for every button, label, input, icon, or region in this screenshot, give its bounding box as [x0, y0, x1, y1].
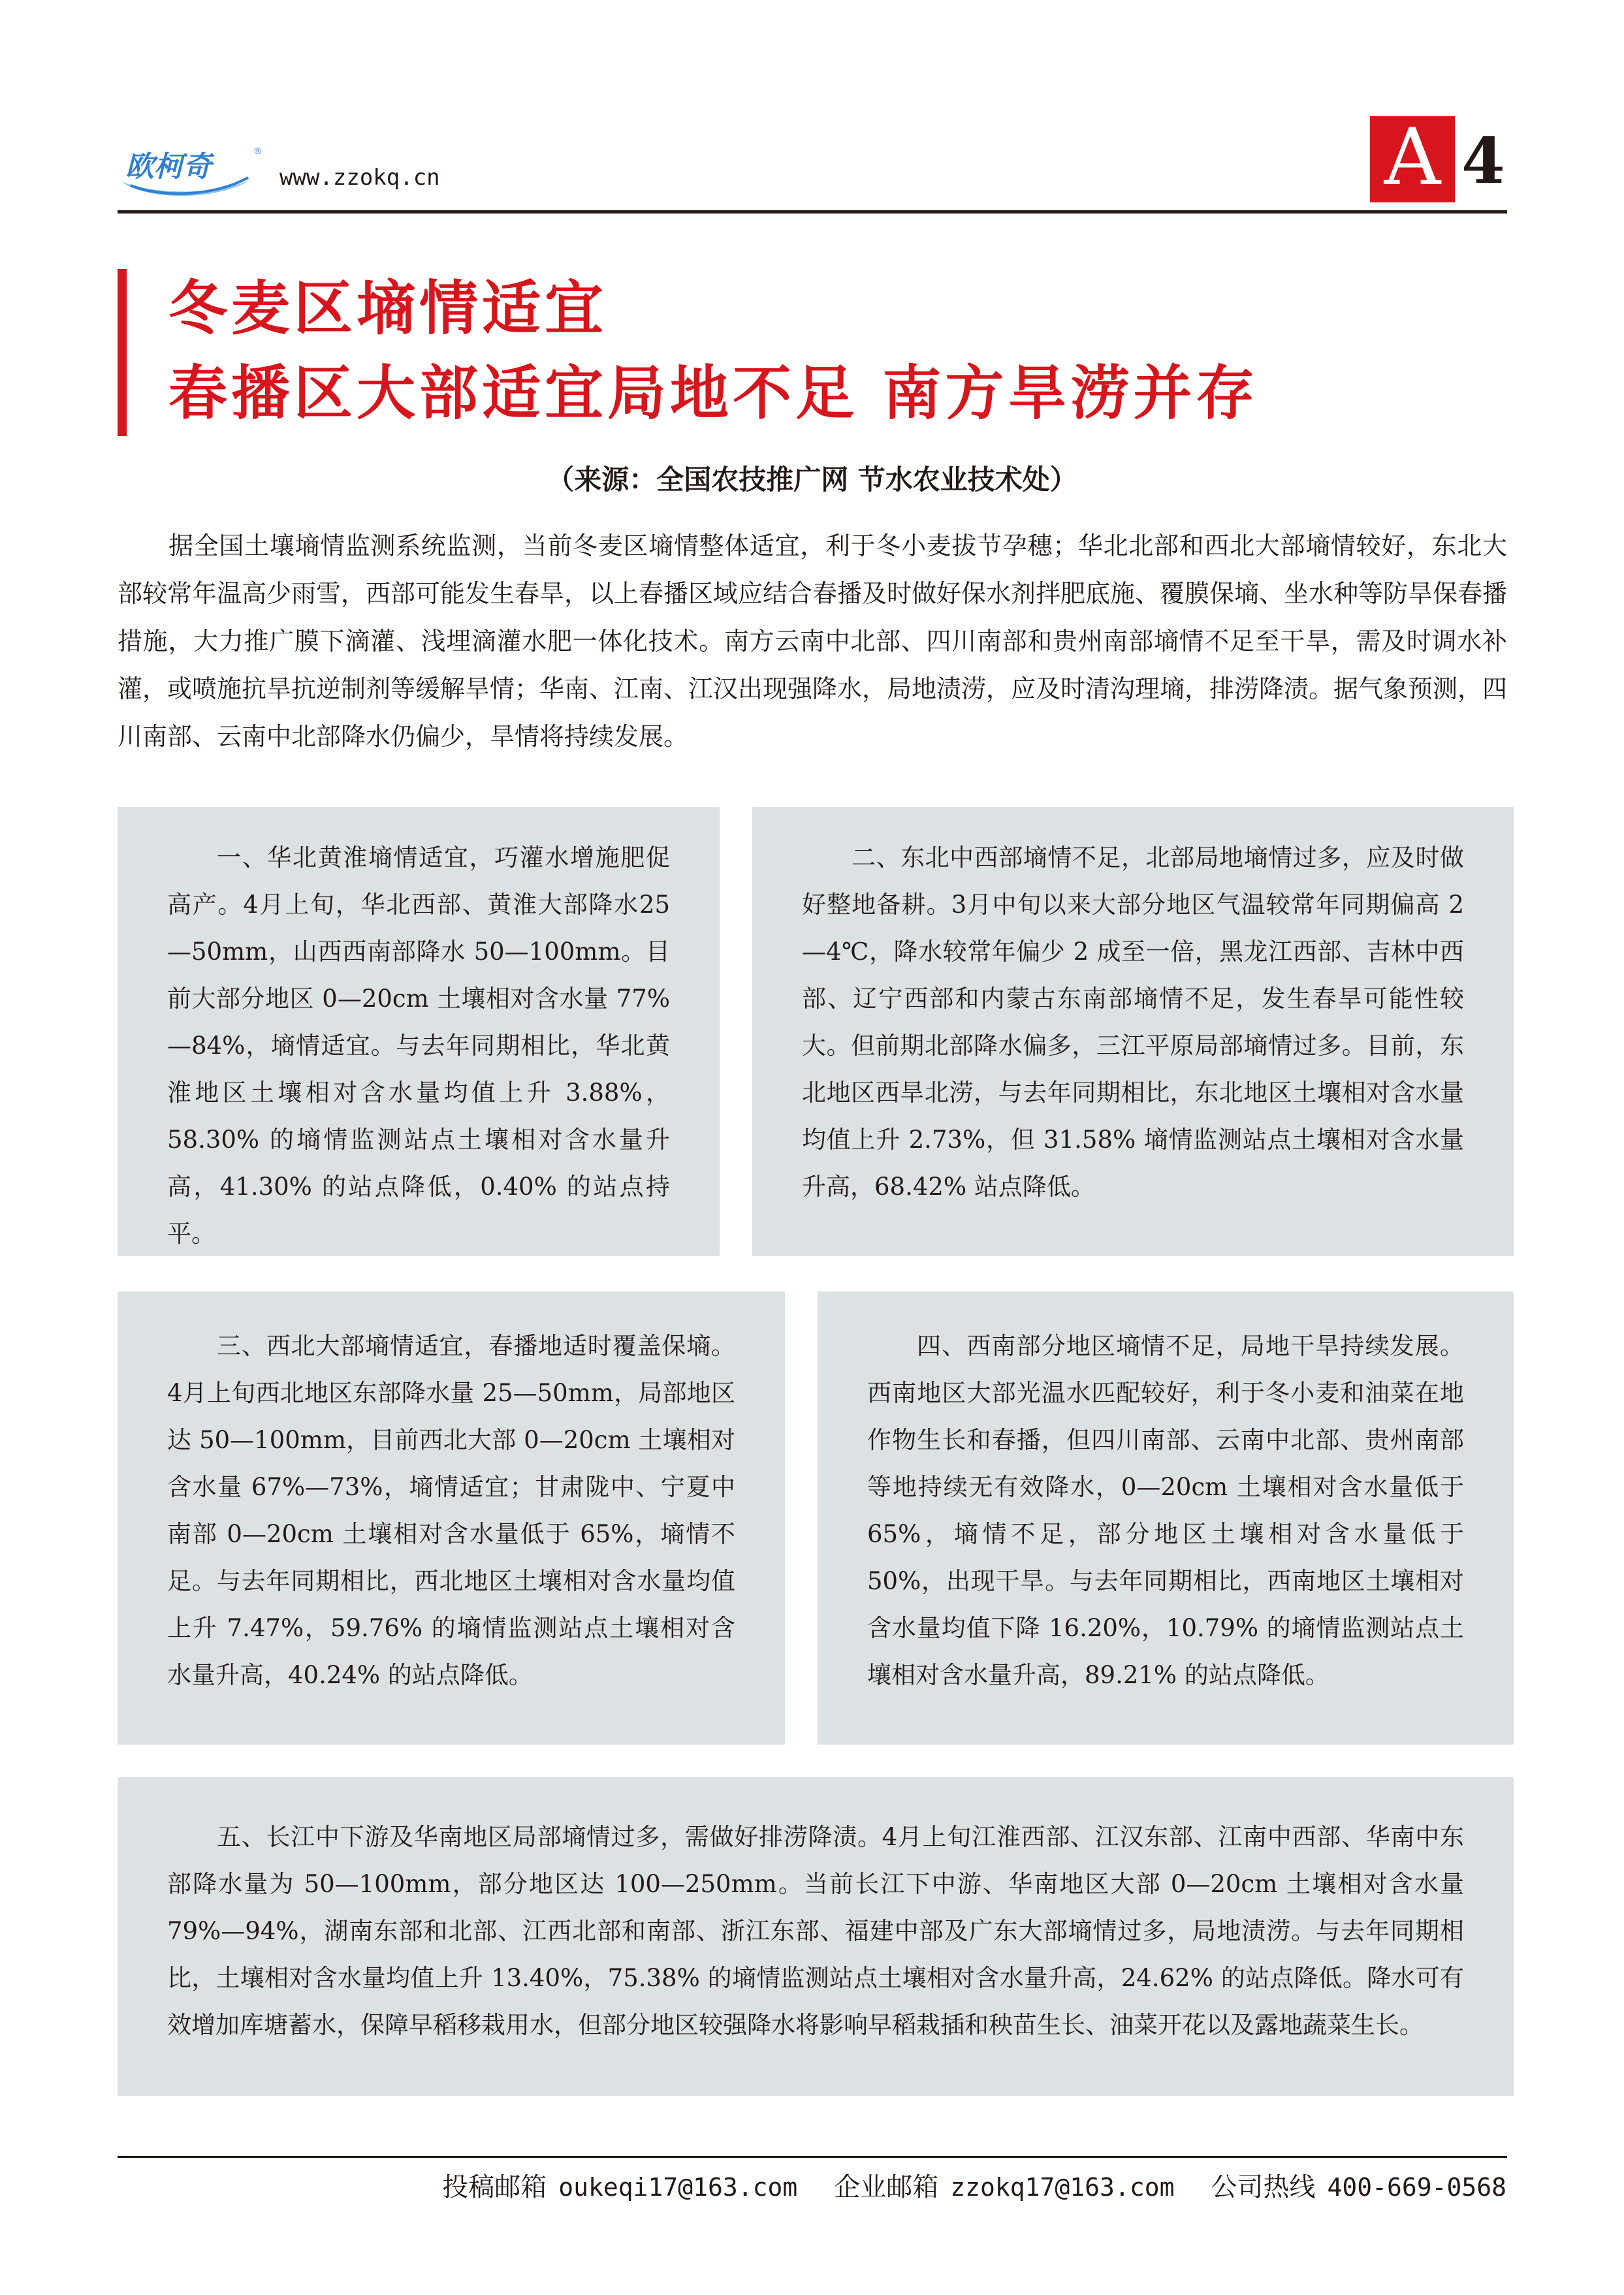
section-text: 四、西南部分地区墒情不足，局地干旱持续发展。西南地区大部光温水匹配较好，利于冬小麦和油菜在地作物生长和春播，但四川南部、云南中北部、贵州南部等地持续无有效降水，0—20cm 土壤相对含水量低于 65%，墒情不足，部分地区土壤相对含水量低于 50%，出现干旱。与去年同期相比，西南地区土壤相对含水量均值下降 16.20%，10.79% 的墒情监测站点土壤相对含水量升高，89.21% 的站点降低。 — [867, 1332, 1464, 1689]
site-url: www.zzokq.cn — [279, 165, 440, 191]
headline-line-1: 冬麦区墒情适宜 — [168, 274, 607, 343]
footer-contacts — [442, 2166, 1506, 2204]
page-number: 4 — [1461, 124, 1505, 198]
submit-email-link[interactable]: oukeqi17@163.com — [558, 2173, 798, 2202]
headline-line-2: 春播区大部适宜局地不足 南方旱涝并存 — [168, 359, 1259, 428]
section-text: 一、华北黄淮墒情适宜，巧灌水增施肥促高产。4月上旬，华北西部、黄淮大部降水25—50mm，山西西南部降水 50—100mm。目前大部分地区 0—20cm 土壤相对含水量 77%—84%，墒情适宜。与去年同期相比，华北黄淮地区土壤相对含水量均值上升 3.88%，58.30% 的墒情监测站点土壤相对含水量升高，41.30% 的站点降低，0.40% 的站点持平。 — [167, 844, 670, 1248]
company-email-label: 企业邮箱 — [834, 2172, 939, 2202]
hotline-label: 公司热线 — [1211, 2172, 1316, 2202]
section-box-northeast — [752, 807, 1514, 1256]
section-box-yangtze-south — [118, 1777, 1514, 2096]
logo-text: 欧柯奇 — [125, 150, 212, 183]
submit-email-label: 投稿邮箱 — [442, 2172, 547, 2202]
section-box-southwest — [818, 1291, 1514, 1745]
section-box-northwest — [118, 1291, 785, 1745]
footer-divider — [118, 2156, 1507, 2158]
brand-logo — [118, 140, 268, 202]
intro-paragraph: 据全国土壤墒情监测系统监测，当前冬麦区墒情整体适宜，利于冬小麦拔节孕穗；华北北部和西北大部墒情较好，东北大部较常年温高少雨雪，西部可能发生春旱，以上春播区域应结合春播及时做好保水剂拌肥底施、覆膜保墒、坐水种等防旱保春播措施，大力推广膜下滴灌、浅埋滴灌水肥一体化技术。南方云南中北部、四川南部和贵州南部墒情不足至干旱，需及时调水补灌，或喷施抗旱抗逆制剂等缓解旱情；华南、江南、江汉出现强降水，局地渍涝，应及时清沟理墒，排涝降渍。据气象预测，四川南部、云南中北部降水仍偏少，旱情将持续发展。 — [118, 531, 1508, 751]
article-source: （来源：全国农技推广网 节水农业技术处） — [547, 464, 1077, 496]
svg-text:®: ® — [253, 146, 263, 157]
section-letter: A — [1384, 112, 1441, 203]
title-accent-bar — [118, 269, 127, 436]
section-text: 二、东北中西部墒情不足，北部局地墒情过多，应及时做好整地备耕。3月中旬以来大部分地区气温较常年同期偏高 2—4℃，降水较常年偏少 2 成至一倍，黑龙江西部、吉林中西部、辽宁西部和内蒙古东南部墒情不足，发生春旱可能性较大。但前期北部降水偏多，三江平原局部墒情过多。目前，东北地区西旱北涝，与去年同期相比，东北地区土壤相对含水量均值上升 2.73%，但 31.58% 墒情监测站点土壤相对含水量升高，68.42% 站点降低。 — [802, 844, 1464, 1201]
section-text: 三、西北大部墒情适宜，春播地适时覆盖保墒。4月上旬西北地区东部降水量 25—50mm，局部地区达 50—100mm，目前西北大部 0—20cm 土壤相对含水量 67%—73%，墒情适宜；甘肃陇中、宁夏中南部 0—20cm 土壤相对含水量低于 65%，墒情不足。与去年同期相比，西北地区土壤相对含水量均值上升 7.47%，59.76% 的墒情监测站点土壤相对含水量升高，40.24% 的站点降低。 — [167, 1332, 735, 1689]
company-email-link[interactable]: zzokq17@163.com — [950, 2173, 1175, 2202]
section-box-north-huanghuai — [118, 807, 720, 1256]
hotline-number[interactable]: 400-669-0568 — [1327, 2173, 1506, 2202]
header-divider — [118, 210, 1507, 214]
section-text: 五、长江中下游及华南地区局部墒情过多，需做好排涝降渍。4月上旬江淮西部、江汉东部、江南中西部、华南中东部降水量为 50—100mm，部分地区达 100—250mm。当前长江下中游、华南地区大部 0—20cm 土壤相对含水量 79%—94%，湖南东部和北部、江西北部和南部、浙江东部、福建中部及广东大部墒情过多，局地渍涝。与去年同期相比，土壤相对含水量均值上升 13.40%，75.38% 的墒情监测站点土壤相对含水量升高，24.62% 的站点降低。降水可有效增加库塘蓄水，保障早稻移栽用水，但部分地区较强降水将影响早稻栽插和秧苗生长、油菜开花以及露地蔬菜生长。 — [167, 1823, 1464, 2039]
